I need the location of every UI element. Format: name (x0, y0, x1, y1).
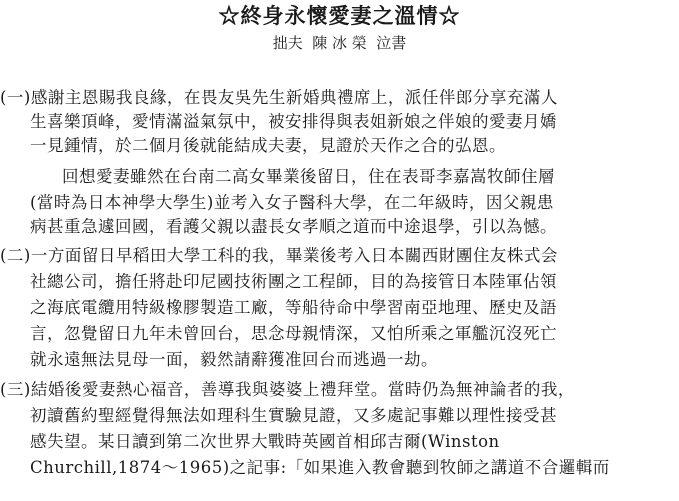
paragraph-line: 病甚重急遽回國，看護父親以盡長女孝順之道而中途退學，引以為憾。 (30, 217, 557, 236)
paragraph-line: 之海底電纜用特級橡膠製造工廠，等船待命中學習南亞地理、歷史及語 (30, 298, 557, 317)
paragraph-line: 回想愛妻雖然在台南二高女畢業後留日，住在表哥李嘉嵩牧師住層 (62, 167, 555, 186)
paragraph-line: (當時為日本神學大學生)並考入女子醫科大學，在二年級時，因父親患 (30, 193, 554, 212)
paragraph-line: 生喜樂頂峰，愛情滿溢氣氛中，被安排得與表姐新娘之伴娘的愛妻月嬌 (30, 112, 557, 131)
paragraph-line: 社總公司，擔任將赴印尼國技術團之工程師，目的為接管日本陸軍佔領 (30, 272, 557, 291)
page-title: ☆終身永懷愛妻之溫情☆ (218, 3, 461, 28)
paragraph-line: 感失望。某日讀到第二次世界大戰時英國首相邱吉爾(Winston (30, 432, 500, 451)
paragraph-line: Churchill,1874～1965)之記事:「如果進入教會聽到牧師之講道不合邏輯而 (30, 458, 610, 477)
paragraph-line: (二)一方面留日早稻田大學工科的我，畢業後考入日本關西財團住友株式会 (0, 246, 558, 265)
paragraph-line: 一見鍾情，於二個月後就能結成夫妻，見證於天作之合的弘恩。 (30, 136, 506, 155)
paragraph-line: (三)結婚後愛妻熱心福音，善導我與婆婆上禮拜堂。當時仍為無神論者的我， (0, 380, 575, 399)
paragraph-line: (一)感謝主恩賜我良緣，在畏友吳先生新婚典禮席上，派任伴郎分享充滿人 (0, 88, 558, 107)
paragraph-line: 言，忽覺留日九年未曾回台，思念母親情深，又怕所乘之軍艦沉沒死亡 (30, 324, 557, 343)
paragraph-line: 初讀舊約聖經覺得無法如理科生實驗見證，又多處記事難以理性接受甚 (30, 406, 557, 425)
paragraph-line: 就永遠無法見母一面，毅然請辭獲准回台而逃過一劫。 (30, 350, 438, 369)
author-byline: 拙夫 陳 冰 榮 泣書 (272, 34, 407, 52)
